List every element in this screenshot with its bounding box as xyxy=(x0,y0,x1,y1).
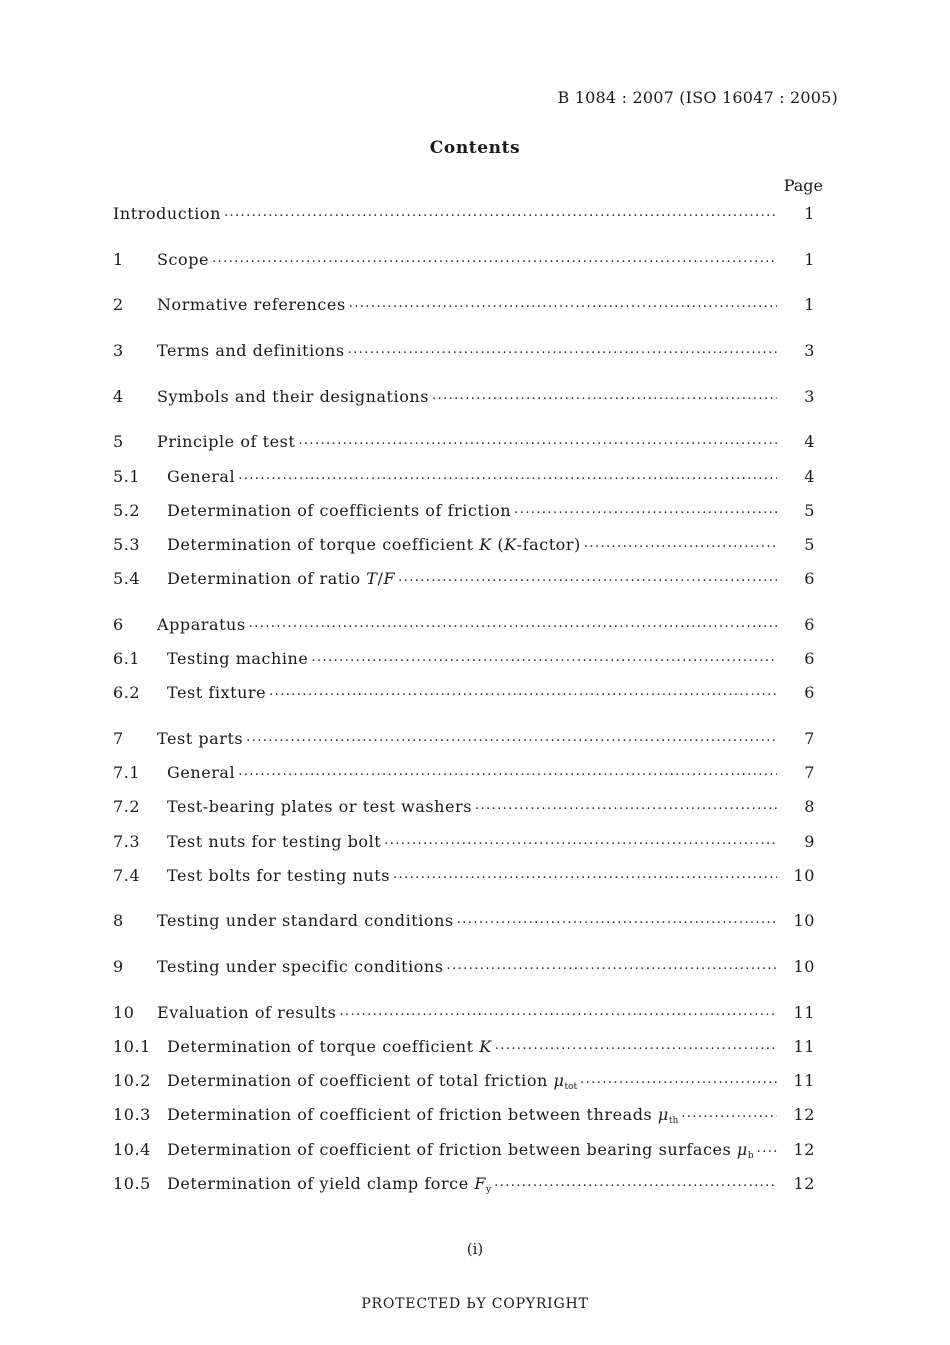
toc-entry xyxy=(113,501,815,535)
toc-entry-page: 1 xyxy=(804,295,815,315)
dot-leader xyxy=(212,250,777,268)
toc-entry-title: Terms and definitions xyxy=(157,341,348,360)
toc-entry xyxy=(113,1071,815,1105)
toc-entry-title: Apparatus xyxy=(157,615,249,634)
dot-leader xyxy=(393,866,777,884)
page-title: Contents xyxy=(429,138,521,158)
toc-entry-title: Testing under standard conditions xyxy=(157,911,457,930)
toc-entry-page: 11 xyxy=(793,1071,815,1091)
toc-entry-title: Test fixture xyxy=(167,683,269,702)
table-of-contents xyxy=(113,204,815,1208)
toc-entry-page: 4 xyxy=(804,432,815,452)
dot-leader xyxy=(757,1140,777,1158)
toc-entry xyxy=(113,204,815,238)
toc-entry-page: 11 xyxy=(793,1002,815,1022)
toc-entry-page: 12 xyxy=(793,1173,815,1193)
toc-entry-number: 10.1 xyxy=(113,1036,151,1056)
dot-leader xyxy=(681,1105,777,1123)
toc-entry-page: 11 xyxy=(793,1036,815,1056)
toc-entry-title: Determination of coefficient of friction between bearing surfaces $\mu_b$ xyxy=(167,1140,757,1161)
dot-leader xyxy=(584,535,777,553)
dot-leader xyxy=(349,295,777,313)
dot-leader xyxy=(224,204,777,222)
toc-entry xyxy=(113,467,815,501)
copyright-notice: PROTECTED ЬY COPYRIGHT xyxy=(361,1296,589,1312)
document-id: B 1084 : 2007 (ISO 16047 : 2005) xyxy=(557,88,838,107)
toc-entry-page: 1 xyxy=(804,204,815,223)
toc-entry-number: 10 xyxy=(113,1002,135,1022)
toc-entry-number: 7.2 xyxy=(113,797,141,817)
toc-entry-number: 5 xyxy=(113,432,124,452)
toc-entry-page: 10 xyxy=(793,911,815,931)
toc-entry-title: Determination of ratio T/F xyxy=(167,569,398,588)
toc-entry-page: 6 xyxy=(804,569,815,589)
toc-entry xyxy=(113,1037,815,1071)
toc-entry-number: 9 xyxy=(113,957,124,977)
toc-entry-title: Test parts xyxy=(157,729,246,748)
toc-entry-title: Test-bearing plates or test washers xyxy=(167,797,475,816)
toc-entry-number: 7.3 xyxy=(113,831,141,851)
dot-leader xyxy=(384,832,777,850)
toc-entry-number: 10.3 xyxy=(113,1105,151,1125)
toc-entry-page: 10 xyxy=(793,865,815,885)
toc-entry-number: 6 xyxy=(113,614,124,634)
toc-entry-page: 7 xyxy=(804,763,815,783)
toc-entry xyxy=(113,250,815,284)
toc-entry-number: 10.2 xyxy=(113,1071,151,1091)
toc-entry xyxy=(113,866,815,900)
toc-entry-title: Principle of test xyxy=(157,432,298,451)
page-column-label: Page xyxy=(783,176,823,195)
toc-entry-title: Symbols and their designations xyxy=(157,387,432,406)
toc-entry-title: Determination of torque coefficient K xyxy=(167,1037,495,1056)
toc-entry-title: Testing under specific conditions xyxy=(157,957,447,976)
toc-entry xyxy=(113,683,815,717)
toc-entry-title: Normative references xyxy=(157,295,349,314)
toc-entry xyxy=(113,569,815,603)
toc-entry-page: 5 xyxy=(804,535,815,554)
toc-entry xyxy=(113,797,815,831)
toc-entry-number: 10.4 xyxy=(113,1139,151,1159)
toc-entry xyxy=(113,535,815,569)
dot-leader xyxy=(495,1037,777,1055)
toc-entry xyxy=(113,832,815,866)
toc-entry-page: 10 xyxy=(793,957,815,977)
toc-entry-title: General xyxy=(167,467,238,486)
toc-entry-number: 5.4 xyxy=(113,569,141,589)
toc-entry xyxy=(113,1105,815,1139)
toc-entry-title: Test nuts for testing bolt xyxy=(167,832,384,851)
toc-entry-page: 6 xyxy=(804,649,815,669)
toc-entry-number: 4 xyxy=(113,386,124,406)
dot-leader xyxy=(339,1003,777,1021)
toc-entry-page: 5 xyxy=(804,500,815,520)
toc-entry-title: Determination of coefficients of friction xyxy=(167,501,514,520)
toc-entry-number: 8 xyxy=(113,911,124,931)
toc-entry-page: 4 xyxy=(804,466,815,486)
toc-entry-page: 12 xyxy=(793,1105,815,1125)
dot-leader xyxy=(398,569,777,587)
dot-leader xyxy=(514,501,777,519)
toc-entry-page: 7 xyxy=(804,728,815,748)
toc-entry xyxy=(113,649,815,683)
toc-entry xyxy=(113,387,815,421)
dot-leader xyxy=(580,1071,777,1089)
toc-entry-title: Determination of coefficient of friction between threads $\mu_{th}$ xyxy=(167,1105,681,1126)
toc-entry-title: General xyxy=(167,763,238,782)
toc-entry-title: Introduction xyxy=(113,204,224,223)
dot-leader xyxy=(238,467,777,485)
toc-entry-page: 1 xyxy=(804,249,815,269)
toc-entry-page: 3 xyxy=(804,341,815,361)
toc-entry-number: 6.2 xyxy=(113,683,141,703)
toc-entry-number: 5.1 xyxy=(113,466,141,486)
toc-entry-title: Determination of coefficient of total friction $\mu_{tot}$ xyxy=(167,1071,580,1092)
toc-entry xyxy=(113,615,815,649)
dot-leader xyxy=(249,615,777,633)
toc-entry-page: 8 xyxy=(804,797,815,817)
toc-entry xyxy=(113,341,815,375)
toc-entry-title: Test bolts for testing nuts xyxy=(167,866,393,885)
toc-entry-number: 7 xyxy=(113,728,124,748)
toc-entry-number: 7.4 xyxy=(113,865,141,885)
toc-entry xyxy=(113,1140,815,1174)
toc-entry-title: Testing machine xyxy=(167,649,311,668)
dot-leader xyxy=(447,957,777,975)
dot-leader xyxy=(348,341,777,359)
toc-entry-page: 12 xyxy=(793,1139,815,1159)
dot-leader xyxy=(246,729,777,747)
toc-entry-number: 7.1 xyxy=(113,763,141,783)
toc-entry xyxy=(113,432,815,466)
dot-leader xyxy=(269,683,777,701)
toc-entry xyxy=(113,729,815,763)
toc-entry-title: Determination of yield clamp force $F_y$ xyxy=(167,1174,494,1195)
toc-entry-title: Evaluation of results xyxy=(157,1003,339,1022)
dot-leader xyxy=(311,649,777,667)
toc-entry-number: 5.2 xyxy=(113,500,141,520)
toc-entry-title: Determination of torque coefficient K (K-factor) xyxy=(167,535,584,554)
dot-leader xyxy=(475,797,777,815)
footer-page-number: (i) xyxy=(466,1240,484,1258)
toc-entry-page: 3 xyxy=(804,386,815,406)
toc-entry xyxy=(113,295,815,329)
toc-entry-title: Scope xyxy=(157,250,212,269)
toc-entry-number: 3 xyxy=(113,341,124,361)
dot-leader xyxy=(457,911,777,929)
toc-entry xyxy=(113,1174,815,1208)
toc-entry xyxy=(113,957,815,991)
toc-entry-page: 6 xyxy=(804,614,815,634)
toc-entry-number: 10.5 xyxy=(113,1173,151,1193)
dot-leader xyxy=(432,387,777,405)
dot-leader xyxy=(494,1174,777,1192)
toc-entry-page: 9 xyxy=(804,831,815,851)
toc-entry-page: 6 xyxy=(804,683,815,703)
toc-entry-number: 2 xyxy=(113,295,124,315)
toc-entry xyxy=(113,911,815,945)
toc-entry xyxy=(113,1003,815,1037)
toc-entry xyxy=(113,763,815,797)
dot-leader xyxy=(238,763,777,781)
dot-leader xyxy=(298,432,777,450)
toc-entry-number: 6.1 xyxy=(113,649,141,669)
toc-entry-number: 1 xyxy=(113,249,124,269)
toc-entry-number: 5.3 xyxy=(113,535,141,554)
